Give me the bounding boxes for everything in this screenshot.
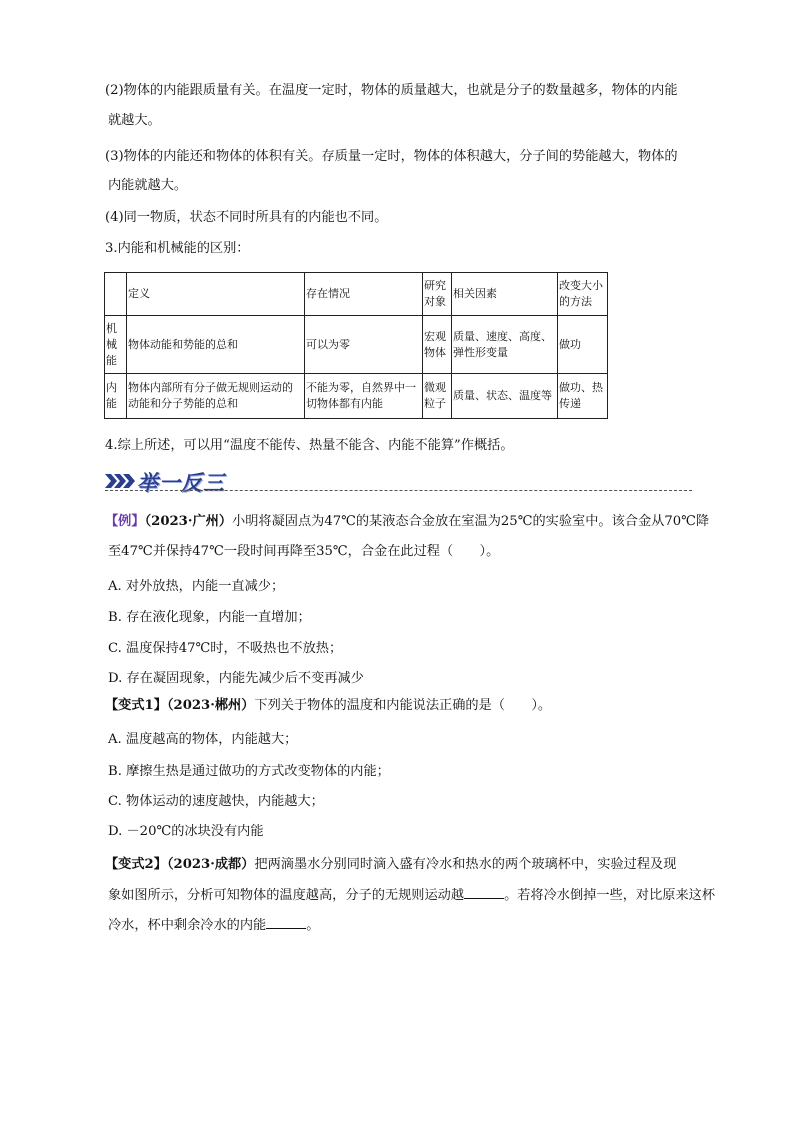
example-option-c: C. 温度保持47℃时，不吸热也不放热； [108,641,343,656]
variant1-text: 下列关于物体的温度和内能说法正确的是（ ）。 [254,698,552,713]
summary-line: 4.综上所述，可以用“温度不能传、热量不能含、内能不能算”作概括。 [105,438,514,453]
example-source: （2023·广州） [144,514,233,529]
point-3-line-2: 内能就越大。 [108,178,188,193]
heading-3: 3.内能和机械能的区别： [105,241,250,256]
table-cell: 不能为零，自然界中一切物体都有内能 [305,374,423,419]
example-option-a: A. 对外放热，内能一直减少； [108,579,285,594]
table-header-cell: 定义 [127,273,305,316]
point-3-line-1: (3)物体的内能还和物体的体积有关。存质量一定时，物体的体积越大，分子间的势能越大，物体的 [105,149,678,164]
example-option-d: D. 存在凝固现象，内能先减少后不变再减少 [108,671,364,686]
table-header-row [105,273,608,316]
point-2-line-1: (2)物体的内能跟质量有关。在温度一定时，物体的质量越大，也就是分子的数量越多，物体的内能 [105,83,678,98]
table-cell: 内能 [105,374,127,419]
table-header-cell: 研究对象 [423,273,452,316]
table-cell: 可以为零 [305,316,423,374]
variant1-source: （2023·郴州） [166,698,255,713]
variant1-option-b: B. 摩擦生热是通过做功的方式改变物体的内能； [108,764,390,779]
table-header-cell: 相关因素 [452,273,558,316]
variant2-line-1 [105,856,676,874]
comparison-table [104,272,608,419]
table-header-cell: 改变大小的方法 [558,273,608,316]
table-cell: 质量、状态、温度等 [452,374,558,419]
answer-blank-1[interactable] [464,886,504,899]
variant2-text-1: 把两滴墨水分别同时滴入盛有冷水和热水的两个玻璃杯中，实验过程及现 [254,857,677,872]
variant2-text-2b: 。若将冷水倒掉一些，对比原来这杯 [504,888,716,903]
variant1-line [105,697,551,715]
table-cell: 做功、热传递 [558,374,608,419]
variant2-source: （2023·成都） [166,857,255,872]
point-2-line-2: 就越大。 [108,113,161,128]
variant2-text-2a: 象如图所示，分析可知物体的温度越高，分子的无规则运动越 [108,888,465,903]
section-divider [105,490,692,491]
example-option-b: B. 存在液化现象，内能一直增加； [108,610,311,625]
answer-blank-2[interactable] [266,916,306,929]
variant2-line-3 [108,916,319,935]
table-row [105,316,608,374]
table-cell: 物体动能和势能的总和 [127,316,305,374]
table-cell: 物体内部所有分子做无规则运动的动能和分子势能的总和 [127,374,305,419]
table-cell: 宏观物体 [423,316,452,374]
example-line-2: 至47℃并保持47℃一段时间再降至35℃，合金在此过程（ ）。 [108,544,500,559]
table-cell: 机械能 [105,316,127,374]
variant2-line-2 [108,886,715,905]
example-text-1: 小明将凝固点为47℃的某液态合金放在室温为25℃的实验室中。该合金从70℃降 [232,514,710,529]
table-cell: 质量、速度、高度、弹性形变量 [452,316,558,374]
variant1-option-d: D. －20℃的冰块没有内能 [108,824,264,839]
table-cell: 做功 [558,316,608,374]
variant2-text-3a: 冷水，杯中剩余冷水的内能 [108,918,267,933]
variant2-text-3b: 。 [306,918,320,933]
variant2-tag: 【变式2】 [105,857,167,872]
banner-title: 举一反三 [137,471,225,495]
table-header-cell: 存在情况 [305,273,423,316]
point-4: (4)同一物质，状态不同时所具有的内能也不同。 [105,210,388,225]
table-cell: 微观粒子 [423,374,452,419]
variant1-tag: 【变式1】 [105,698,167,713]
table-header-cell [105,273,127,316]
example-line-1 [105,513,709,531]
variant1-option-a: A. 温度越高的物体，内能越大； [108,732,298,747]
example-tag: 【例】 [105,514,145,529]
table-row [105,374,608,419]
variant1-option-c: C. 物体运动的速度越快，内能越大； [108,794,324,809]
